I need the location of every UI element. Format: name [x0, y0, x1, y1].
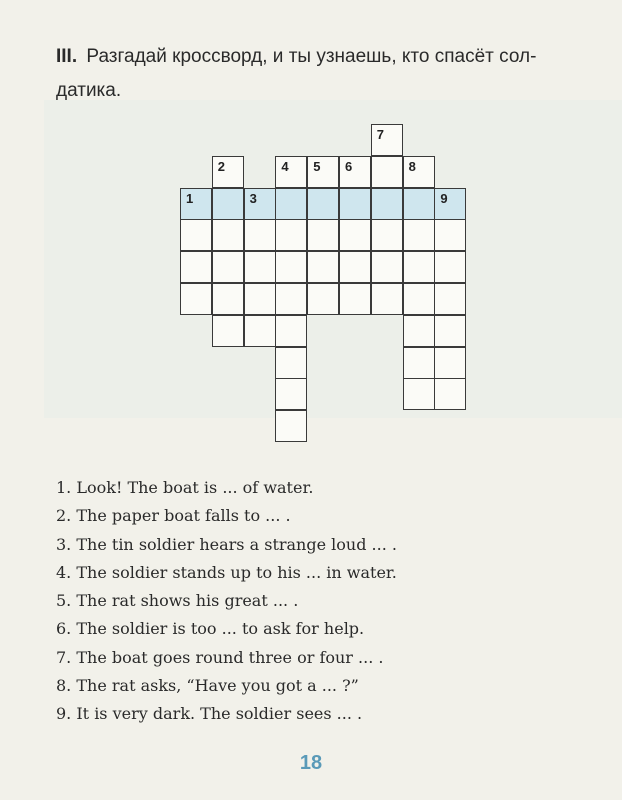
crossword-cell[interactable]	[403, 156, 435, 188]
crossword-cell[interactable]	[180, 219, 212, 251]
clue-number: 9	[440, 190, 448, 206]
crossword-cell[interactable]	[212, 283, 244, 315]
exercise-instruction-line2: датика.	[56, 80, 122, 101]
page-number: 18	[299, 752, 323, 774]
clue-number: 4	[281, 158, 289, 174]
crossword-cell[interactable]	[434, 251, 466, 283]
crossword-cell[interactable]	[339, 251, 371, 283]
crossword-cell[interactable]	[180, 251, 212, 283]
crossword-cell[interactable]	[244, 283, 276, 315]
crossword-cell[interactable]	[212, 251, 244, 283]
crossword-cell[interactable]	[244, 315, 276, 347]
crossword-cell[interactable]	[371, 251, 403, 283]
clue-number: 5	[313, 158, 321, 174]
crossword-cell[interactable]	[371, 283, 403, 315]
clue-item: 5. The rat shows his great ... .	[56, 591, 299, 611]
crossword-cell[interactable]	[434, 347, 466, 379]
crossword-cell[interactable]	[275, 378, 307, 410]
crossword-cell[interactable]	[244, 251, 276, 283]
crossword-cell[interactable]	[244, 188, 276, 220]
exercise-number: III.	[56, 46, 78, 67]
crossword-cell[interactable]	[244, 219, 276, 251]
exercise-instruction-line1: Разгадай кроссворд, и ты узнаешь, кто спасёт сол-	[86, 46, 537, 67]
crossword-cell[interactable]	[212, 156, 244, 188]
crossword-cell[interactable]	[403, 219, 435, 251]
clue-number: 3	[249, 190, 257, 206]
crossword-cell[interactable]	[403, 347, 435, 379]
clue-number: 1	[186, 190, 194, 206]
crossword-cell[interactable]	[371, 124, 403, 156]
crossword-cell[interactable]	[275, 156, 307, 188]
clue-item: 3. The tin soldier hears a strange loud ... .	[56, 534, 397, 554]
crossword-cell[interactable]	[212, 315, 244, 347]
crossword-cell[interactable]	[403, 251, 435, 283]
clue-item: 4. The soldier stands up to his ... in water.	[56, 562, 397, 582]
crossword-cell[interactable]	[434, 315, 466, 347]
crossword-cell[interactable]	[403, 315, 435, 347]
clue-item: 6. The soldier is too ... to ask for help.	[56, 619, 365, 639]
crossword-cell[interactable]	[307, 156, 339, 188]
crossword-cell[interactable]	[275, 188, 307, 220]
crossword-cell[interactable]	[434, 378, 466, 410]
crossword-cell[interactable]	[339, 156, 371, 188]
clue-number: 7	[376, 127, 385, 142]
clue-number: 8	[408, 158, 416, 174]
crossword-cell[interactable]	[339, 219, 371, 251]
crossword-cell[interactable]	[275, 315, 307, 347]
crossword-cell[interactable]	[212, 188, 244, 220]
crossword-cell[interactable]	[180, 283, 212, 315]
crossword-cell[interactable]	[339, 188, 371, 220]
clue-number: 2	[217, 158, 226, 174]
crossword-cell[interactable]	[371, 219, 403, 251]
clue-number: 6	[345, 158, 353, 174]
crossword-cell[interactable]	[434, 283, 466, 315]
clue-item: 1. Look! The boat is ... of water.	[56, 478, 314, 497]
crossword-cell[interactable]	[403, 378, 435, 410]
crossword-cell[interactable]	[434, 219, 466, 251]
crossword-cell[interactable]	[275, 410, 307, 442]
crossword-cell[interactable]	[275, 251, 307, 283]
crossword-cell[interactable]	[275, 219, 307, 251]
crossword-cell[interactable]	[371, 156, 403, 188]
crossword-cell[interactable]	[307, 251, 339, 283]
crossword-cell[interactable]	[275, 347, 307, 379]
clue-item: 7. The boat goes round three or four ... .	[56, 647, 384, 667]
clue-item: 9. It is very dark. The soldier sees ... .	[56, 704, 363, 724]
crossword-cell[interactable]	[403, 188, 435, 220]
crossword-cell[interactable]	[275, 283, 307, 315]
crossword-cell[interactable]	[371, 188, 403, 220]
crossword-cell[interactable]	[180, 188, 212, 220]
crossword-cell[interactable]	[434, 188, 466, 220]
crossword-cell[interactable]	[403, 283, 435, 315]
clue-item: 8. The rat asks, “Have you got a ... ?”	[56, 676, 359, 696]
clue-list	[56, 474, 397, 729]
clue-item: 2. The paper boat falls to ... .	[56, 506, 291, 526]
crossword-cell[interactable]	[212, 219, 244, 251]
crossword-cell[interactable]	[307, 283, 339, 315]
crossword-cell[interactable]	[307, 219, 339, 251]
crossword-cell[interactable]	[307, 188, 339, 220]
crossword-cell[interactable]	[339, 283, 371, 315]
